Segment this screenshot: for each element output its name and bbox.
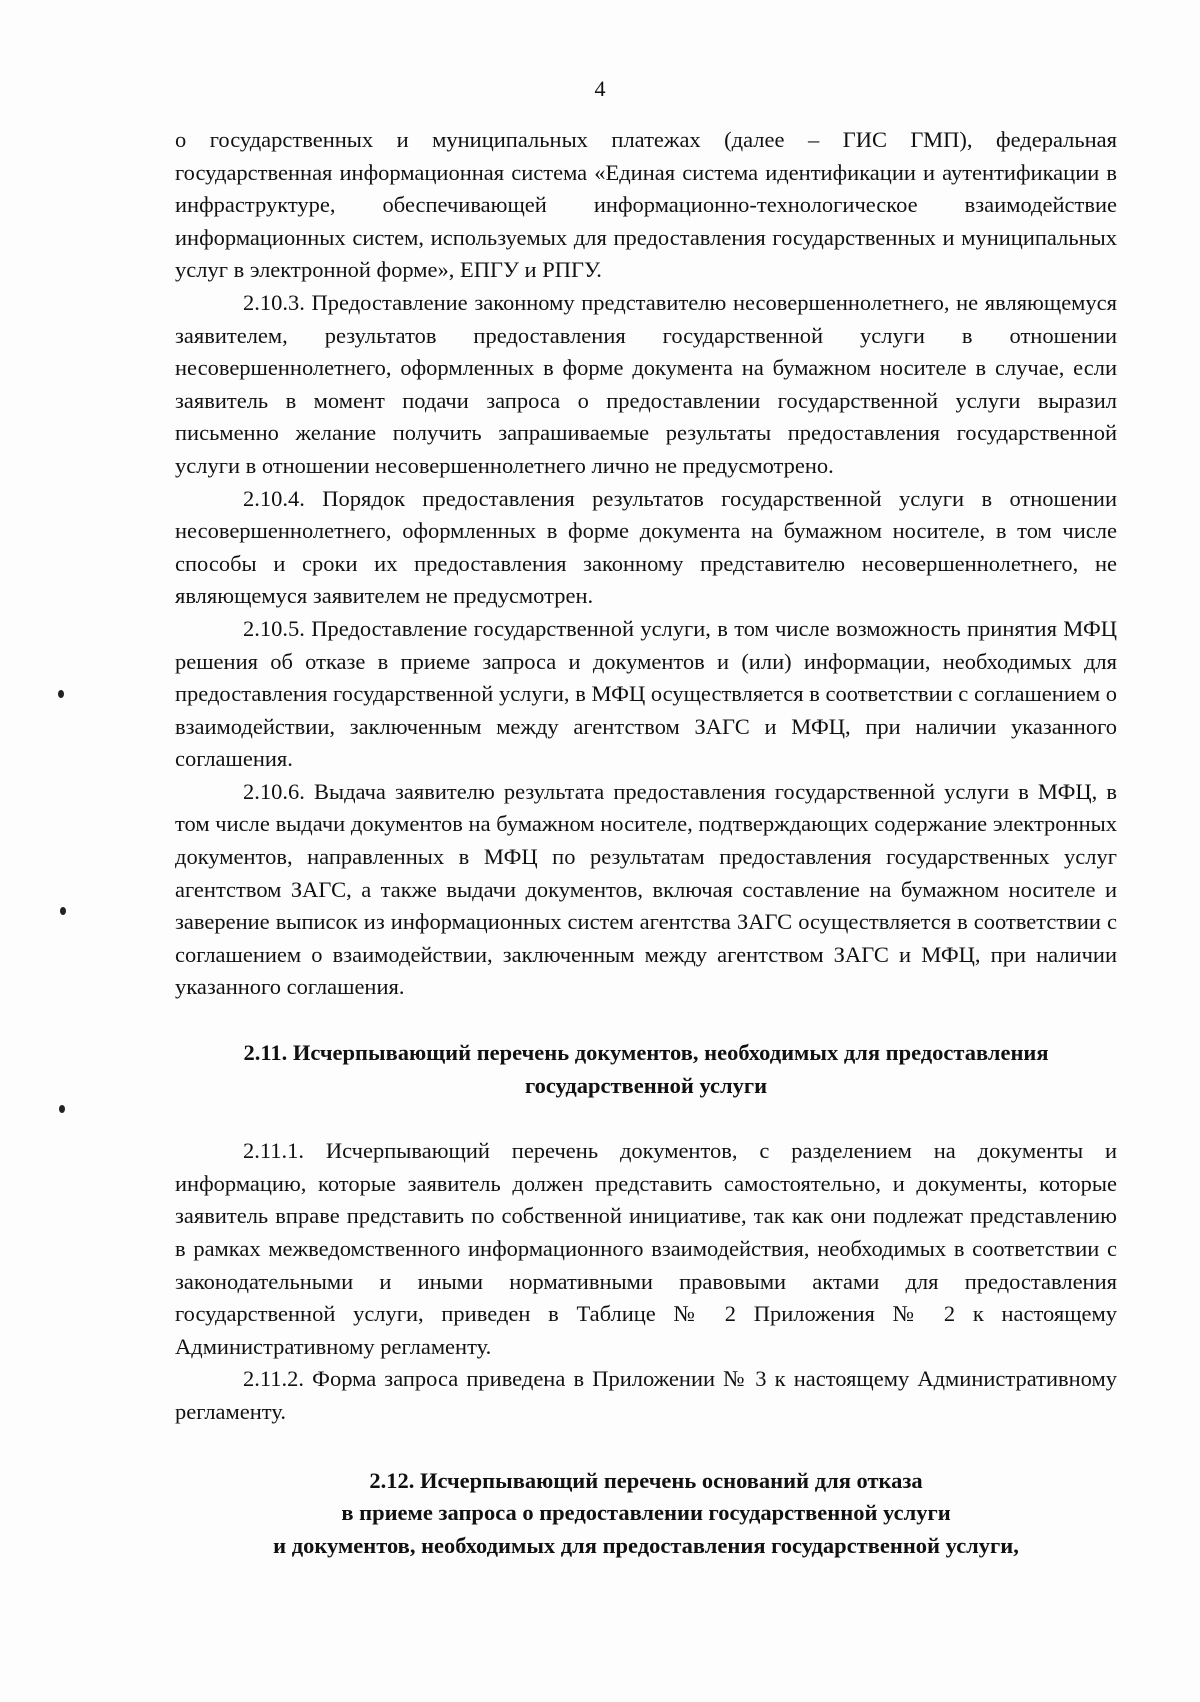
page-number: 4 <box>594 76 606 101</box>
section-heading-2-12 <box>175 1465 1117 1563</box>
paragraph-2-11-2: 2.11.2. Форма запроса приведена в Приложении № 3 к настоящему Административному регламенту. <box>175 1366 1117 1424</box>
section-heading-2-12-line3: и документов, необходимых для предоставления государственной услуги, <box>273 1532 1019 1558</box>
section-heading-2-11-line2: государственной услуги <box>524 1072 768 1098</box>
paragraph-2-10-6: 2.10.6. Выдача заявителю результата предоставления государственной услуги в МФЦ, в том числе выдачи документов на бумажном носителе, подтверждающих содержание электронных документов, направленных в МФЦ по результатам предоставления государственных услуг агентством ЗАГС, а также выдачи документов, включая составление на бумажном носителе и заверение выписок из информационных систем агентства ЗАГС осуществляется в соответствии с соглашением о взаимодействии, заключенным между агентством ЗАГС и МФЦ, при наличии указанного соглашения. <box>175 778 1117 1000</box>
scan-speck <box>60 907 66 915</box>
document-body <box>175 124 1117 1562</box>
scan-speck <box>58 690 64 698</box>
section-heading-2-11-line1: 2.11. Исчерпывающий перечень документов, необходимых для предоставления <box>243 1040 1049 1066</box>
paragraph-2-11-1: 2.11.1. Исчерпывающий перечень документов, с разделением на документы и информацию, которые заявитель должен представить самостоятельно, и документы, которые заявитель вправе представить по собственной инициативе, так как они подлежат представлению в рамках межведомственного информационного взаимодействия, необходимых в соответствии с законодательными и иными нормативными правовыми актами для предоставления государственной услуги, приведен в Таблице № 2 Приложения № 2 к настоящему Административному регламенту. <box>175 1138 1117 1359</box>
section-heading-2-12-line2: в приеме запроса о предоставлении государственной услуги <box>341 1500 951 1526</box>
scan-speck <box>59 1105 65 1113</box>
section-heading-2-11 <box>175 1037 1117 1102</box>
paragraph-2-10-3: 2.10.3. Предоставление законному представителю несовершеннолетнего, не являющемуся заявителем, результатов предоставления государственной услуги в отношении несовершеннолетнего, оформленных в форме документа на бумажном носителе в случае, если заявитель в момент подачи запроса о предоставлении государственной услуги выразил письменно желание получить запрашиваемые результаты предоставления государственной услуги в отношении несовершеннолетнего лично не предусмотрено. <box>175 289 1117 478</box>
section-heading-2-12-line1: 2.12. Исчерпывающий перечень оснований для отказа <box>369 1467 923 1493</box>
paragraph-continuation: о государственных и муниципальных платежах (далее – ГИС ГМП), федеральная государственная информационная система «Единая система идентификации и аутентификации в инфраструктуре, обеспечивающей информационно-технологическое взаимодействие информационных систем, используемых для предоставления государственных и муниципальных услуг в электронной форме», ЕПГУ и РПГУ. <box>175 127 1117 283</box>
paragraph-2-10-4: 2.10.4. Порядок предоставления результатов государственной услуги в отношении несовершеннолетнего, оформленных в форме документа на бумажном носителе, в том числе способы и сроки их предоставления законному представителю несовершеннолетнего, не являющемуся заявителем не предусмотрен. <box>175 485 1117 609</box>
paragraph-2-10-5: 2.10.5. Предоставление государственной услуги, в том числе возможность принятия МФЦ решения об отказе в приеме запроса и документов и (или) информации, необходимых для предоставления государственной услуги, в МФЦ осуществляется в соответствии с соглашением о взаимодействии, заключенным между агентством ЗАГС и МФЦ, при наличии указанного соглашения. <box>175 615 1117 772</box>
